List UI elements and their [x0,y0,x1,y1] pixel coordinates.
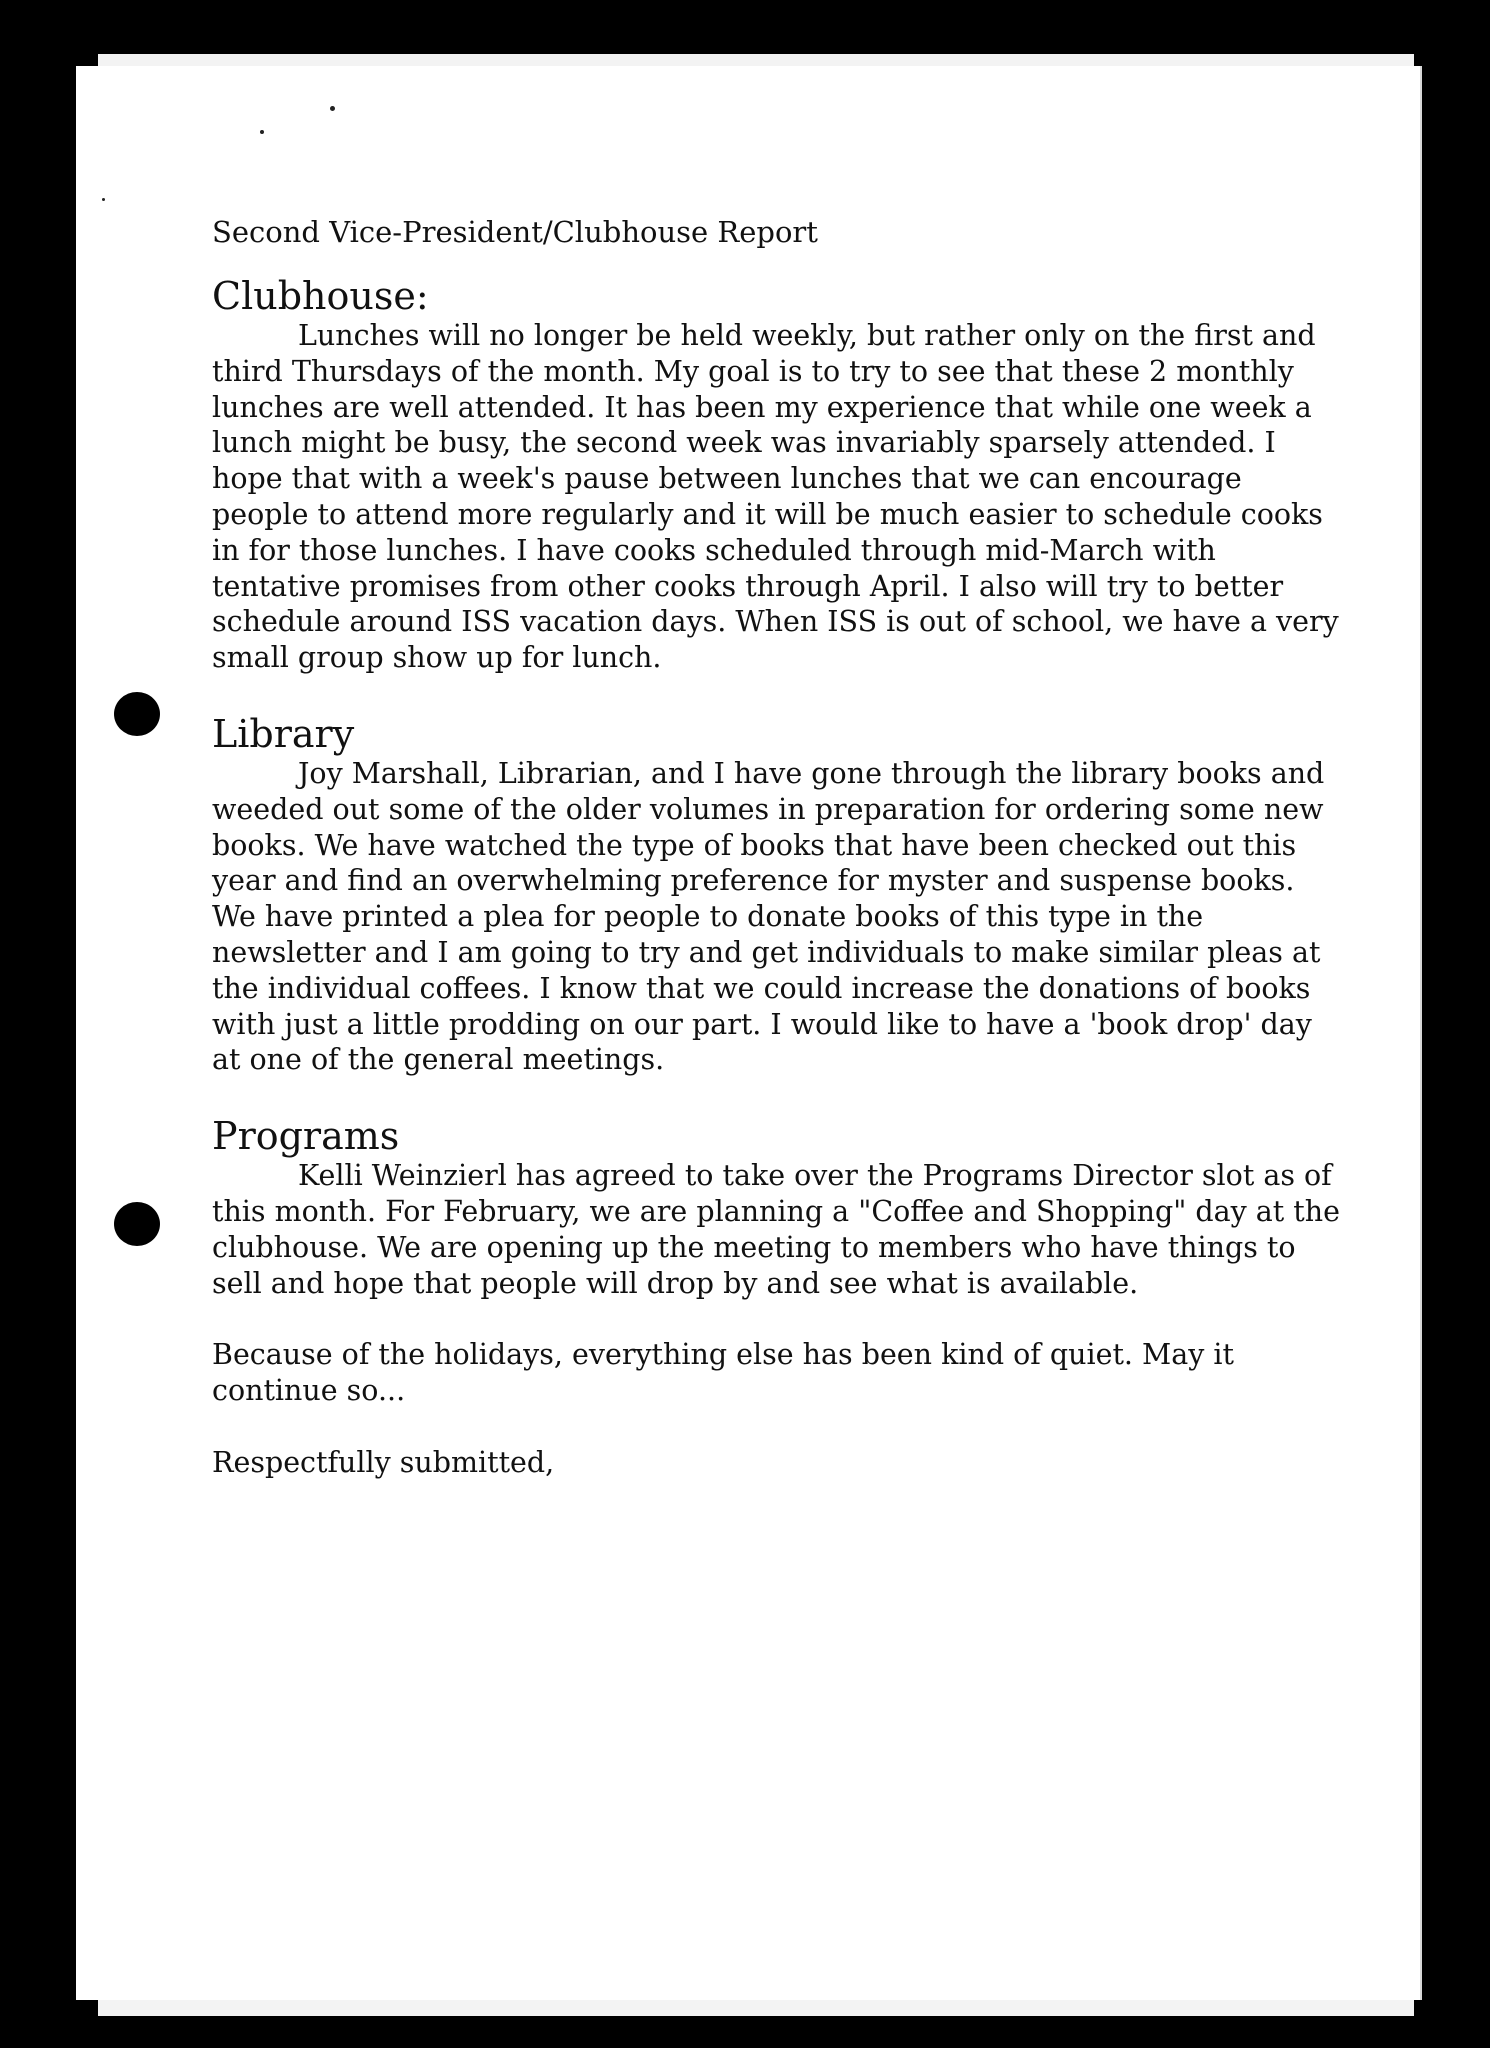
section-paragraph: Lunches will no longer be held weekly, but rather only on the first and third Thursdays of the month. My goal is to try to see that these 2 monthly lunches are well attended. It has been my experience that while one week a lunch might be busy, the second week was invariably sparsely attended. I hope that with a week's pause between lunches that we can encourage people to attend more regularly and it will be much easier to schedule cooks in for those lunches. I have cooks scheduled through mid-March with tentative promises from other cooks through April. I also will try to better schedule around ISS vacation days. When ISS is out of school, we have a very small group show up for lunch. [212,319,1339,675]
signoff: Respectfully submitted, [212,1445,555,1479]
paper-speck [102,198,105,201]
section-programs [212,1114,1342,1301]
section-paragraph: Joy Marshall, Librarian, and I have gone through the library books and weeded out some of the older volumes in preparation for ordering some new books. We have watched the type of books that have been checked out this year and find an overwhelming preference for myster and suspense books. We have printed a plea for people to donate books of this type in the newsletter and I am going to try and get individuals to make similar pleas at the individual coffees. I know that we could increase the donations of books with just a little prodding on our part. I would like to have a 'book drop' day at one of the general meetings. [212,756,1325,1077]
section-clubhouse [212,274,1342,676]
section-library [212,712,1342,1078]
paper-speck [260,130,264,134]
section-heading: Clubhouse: [212,274,429,318]
section-heading: Programs [212,1114,400,1159]
paper-speck [330,106,335,111]
closing-remark: Because of the holidays, everything else has been kind of quiet. May it continue so... [212,1338,1234,1408]
report-title: Second Vice-President/Clubhouse Report [212,215,818,249]
report-body [212,214,1342,1517]
document-page [76,66,1422,2000]
punch-hole [114,692,160,736]
scan-edge-marks [460,58,1420,64]
section-paragraph: Kelli Weinzierl has agreed to take over the Programs Director slot as of this month. For February, we are planning a "Coffee and Shopping" day at the clubhouse. We are opening up the meeting to members who have things to sell and hope that people will drop by and see what is available. [212,1159,1340,1300]
punch-hole [114,1202,160,1246]
section-heading: Library [212,711,355,756]
